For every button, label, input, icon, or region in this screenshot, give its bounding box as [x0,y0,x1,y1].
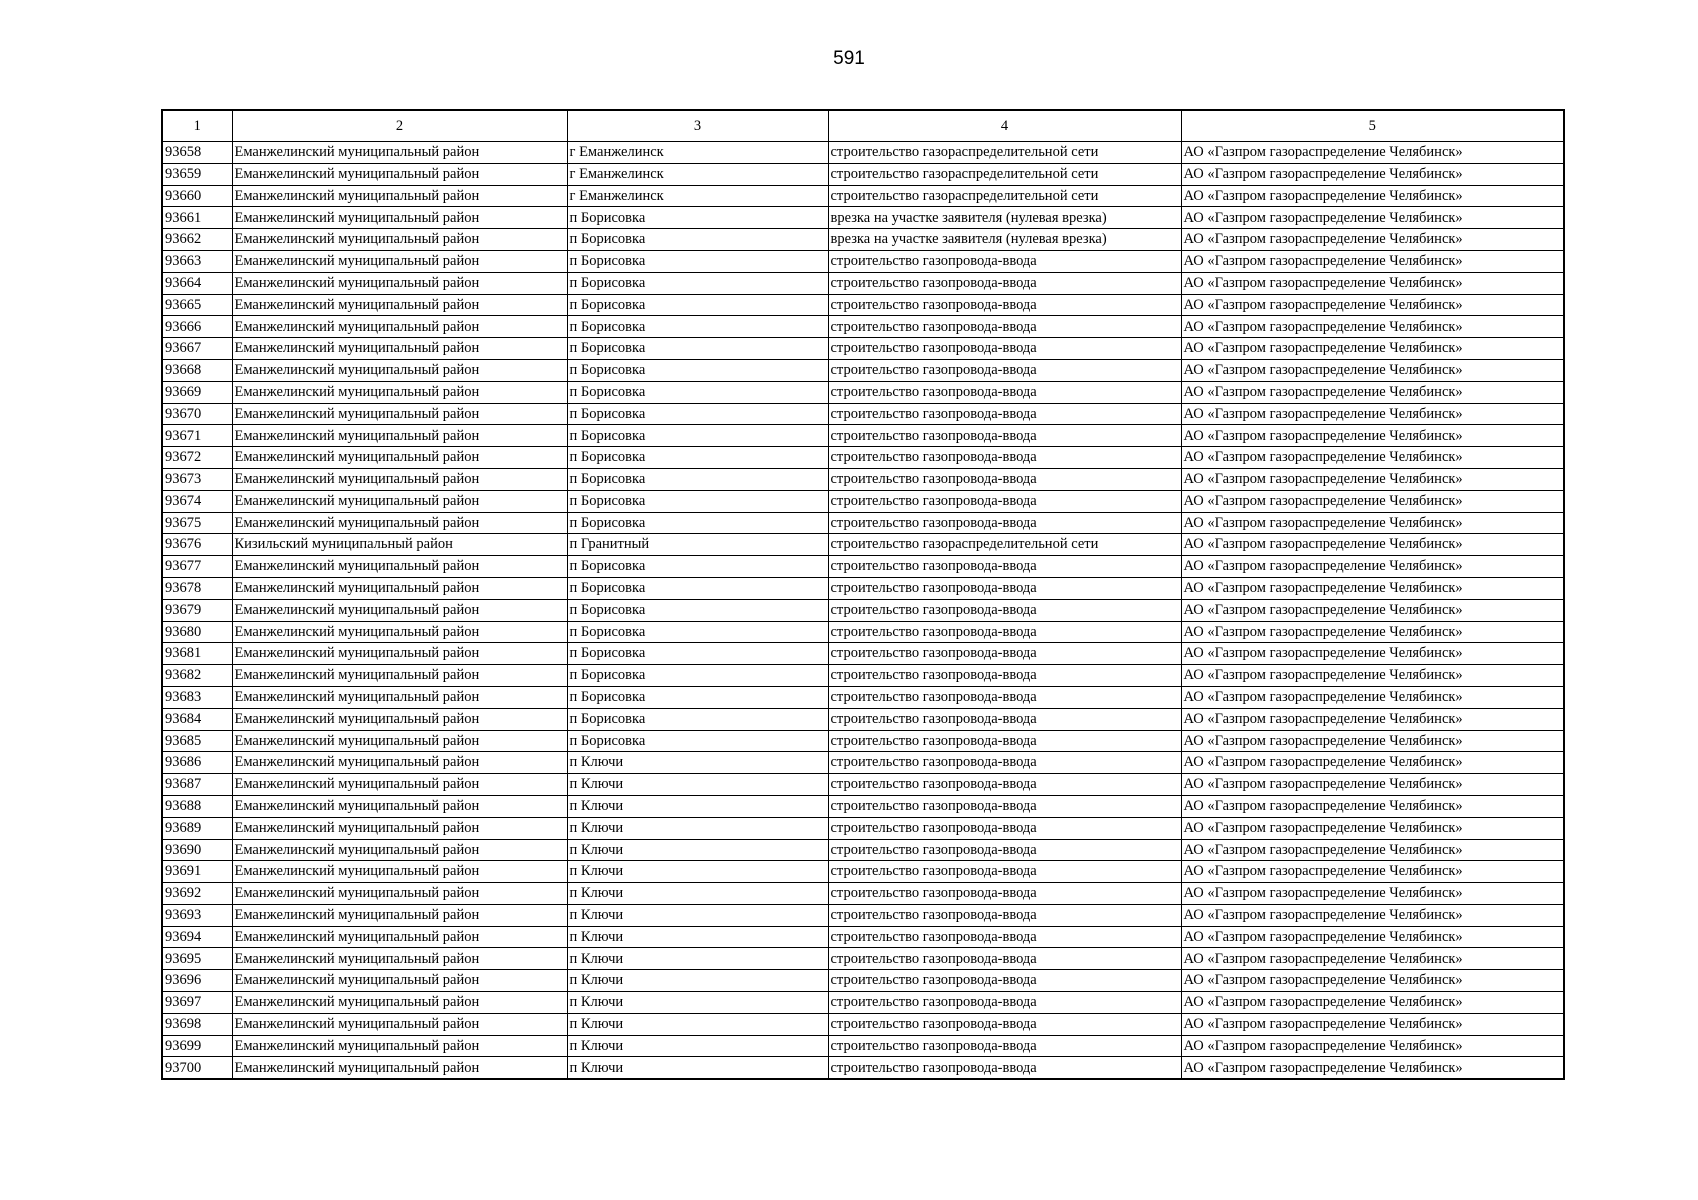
cell-number: 93666 [162,316,232,338]
cell-settlement: п Борисовка [567,403,828,425]
cell-settlement: п Борисовка [567,708,828,730]
cell-organization: АО «Газпром газораспределение Челябинск» [1181,992,1564,1014]
table-row [162,992,1564,1014]
cell-settlement: п Гранитный [567,534,828,556]
cell-organization: АО «Газпром газораспределение Челябинск» [1181,359,1564,381]
cell-district: Еманжелинский муниципальный район [232,316,567,338]
cell-work-type: строительство газопровода-ввода [828,621,1181,643]
cell-district: Еманжелинский муниципальный район [232,577,567,599]
cell-settlement: п Ключи [567,992,828,1014]
cell-number: 93685 [162,730,232,752]
cell-district: Еманжелинский муниципальный район [232,774,567,796]
cell-organization: АО «Газпром газораспределение Челябинск» [1181,708,1564,730]
cell-number: 93681 [162,643,232,665]
cell-work-type: строительство газопровода-ввода [828,730,1181,752]
cell-settlement: п Борисовка [567,512,828,534]
table-row [162,1035,1564,1057]
cell-settlement: г Еманжелинск [567,142,828,164]
cell-settlement: г Еманжелинск [567,163,828,185]
cell-settlement: п Ключи [567,1035,828,1057]
cell-number: 93668 [162,359,232,381]
cell-number: 93678 [162,577,232,599]
cell-district: Еманжелинский муниципальный район [232,730,567,752]
cell-work-type: строительство газопровода-ввода [828,294,1181,316]
cell-work-type: строительство газораспределительной сети [828,185,1181,207]
cell-settlement: п Ключи [567,817,828,839]
cell-settlement: п Ключи [567,1057,828,1079]
cell-organization: АО «Газпром газораспределение Челябинск» [1181,490,1564,512]
cell-organization: АО «Газпром газораспределение Челябинск» [1181,926,1564,948]
cell-work-type: строительство газопровода-ввода [828,992,1181,1014]
cell-organization: АО «Газпром газораспределение Челябинск» [1181,1013,1564,1035]
header-cell-2: 2 [232,110,567,142]
table-row [162,447,1564,469]
cell-number: 93673 [162,468,232,490]
cell-district: Еманжелинский муниципальный район [232,229,567,251]
header-cell-1: 1 [162,110,232,142]
cell-district: Еманжелинский муниципальный район [232,926,567,948]
cell-work-type: строительство газораспределительной сети [828,163,1181,185]
cell-organization: АО «Газпром газораспределение Челябинск» [1181,904,1564,926]
table-row [162,512,1564,534]
cell-organization: АО «Газпром газораспределение Челябинск» [1181,207,1564,229]
cell-district: Еманжелинский муниципальный район [232,599,567,621]
cell-number: 93695 [162,948,232,970]
cell-work-type: строительство газопровода-ввода [828,577,1181,599]
cell-organization: АО «Газпром газораспределение Челябинск» [1181,774,1564,796]
table-row [162,665,1564,687]
cell-organization: АО «Газпром газораспределение Челябинск» [1181,338,1564,360]
cell-number: 93688 [162,795,232,817]
cell-organization: АО «Газпром газораспределение Челябинск» [1181,468,1564,490]
cell-organization: АО «Газпром газораспределение Челябинск» [1181,861,1564,883]
cell-settlement: п Борисовка [567,425,828,447]
cell-work-type: строительство газопровода-ввода [828,425,1181,447]
cell-settlement: п Ключи [567,861,828,883]
cell-settlement: п Ключи [567,839,828,861]
cell-organization: АО «Газпром газораспределение Челябинск» [1181,447,1564,469]
cell-settlement: п Борисовка [567,207,828,229]
cell-organization: АО «Газпром газораспределение Челябинск» [1181,839,1564,861]
table-row [162,948,1564,970]
cell-organization: АО «Газпром газораспределение Челябинск» [1181,425,1564,447]
cell-organization: АО «Газпром газораспределение Челябинск» [1181,621,1564,643]
cell-work-type: строительство газопровода-ввода [828,708,1181,730]
cell-settlement: п Борисовка [567,272,828,294]
cell-district: Еманжелинский муниципальный район [232,643,567,665]
cell-number: 93672 [162,447,232,469]
cell-settlement: п Борисовка [567,381,828,403]
cell-work-type: строительство газопровода-ввода [828,817,1181,839]
cell-settlement: г Еманжелинск [567,185,828,207]
cell-organization: АО «Газпром газораспределение Челябинск» [1181,1057,1564,1079]
cell-district: Еманжелинский муниципальный район [232,1013,567,1035]
cell-settlement: п Борисовка [567,599,828,621]
cell-work-type: строительство газопровода-ввода [828,272,1181,294]
cell-settlement: п Ключи [567,774,828,796]
cell-number: 93665 [162,294,232,316]
table-row [162,338,1564,360]
cell-number: 93670 [162,403,232,425]
cell-district: Еманжелинский муниципальный район [232,817,567,839]
cell-settlement: п Борисовка [567,621,828,643]
cell-district: Еманжелинский муниципальный район [232,447,567,469]
cell-work-type: строительство газопровода-ввода [828,948,1181,970]
cell-number: 93700 [162,1057,232,1079]
cell-organization: АО «Газпром газораспределение Челябинск» [1181,163,1564,185]
cell-settlement: п Борисовка [567,730,828,752]
table-row [162,774,1564,796]
cell-district: Еманжелинский муниципальный район [232,904,567,926]
cell-number: 93662 [162,229,232,251]
table-row [162,403,1564,425]
cell-settlement: п Борисовка [567,577,828,599]
cell-organization: АО «Газпром газораспределение Челябинск» [1181,250,1564,272]
cell-work-type: строительство газопровода-ввода [828,665,1181,687]
cell-number: 93674 [162,490,232,512]
table-row [162,686,1564,708]
cell-number: 93691 [162,861,232,883]
cell-work-type: строительство газопровода-ввода [828,752,1181,774]
cell-organization: АО «Газпром газораспределение Челябинск» [1181,883,1564,905]
cell-number: 93679 [162,599,232,621]
header-cell-3: 3 [567,110,828,142]
cell-work-type: строительство газопровода-ввода [828,643,1181,665]
cell-work-type: строительство газопровода-ввода [828,338,1181,360]
table-row [162,316,1564,338]
cell-number: 93683 [162,686,232,708]
cell-organization: АО «Газпром газораспределение Челябинск» [1181,970,1564,992]
cell-number: 93699 [162,1035,232,1057]
cell-work-type: строительство газопровода-ввода [828,1035,1181,1057]
table-row [162,621,1564,643]
cell-district: Еманжелинский муниципальный район [232,490,567,512]
cell-organization: АО «Газпром газораспределение Челябинск» [1181,948,1564,970]
cell-district: Еманжелинский муниципальный район [232,512,567,534]
cell-organization: АО «Газпром газораспределение Челябинск» [1181,142,1564,164]
cell-work-type: строительство газопровода-ввода [828,490,1181,512]
cell-district: Еманжелинский муниципальный район [232,752,567,774]
cell-district: Еманжелинский муниципальный район [232,468,567,490]
cell-organization: АО «Газпром газораспределение Челябинск» [1181,512,1564,534]
table-row [162,926,1564,948]
cell-settlement: п Борисовка [567,643,828,665]
cell-district: Еманжелинский муниципальный район [232,708,567,730]
cell-work-type: строительство газопровода-ввода [828,381,1181,403]
cell-number: 93677 [162,556,232,578]
cell-settlement: п Борисовка [567,468,828,490]
cell-settlement: п Ключи [567,752,828,774]
cell-number: 93682 [162,665,232,687]
cell-organization: АО «Газпром газораспределение Челябинск» [1181,294,1564,316]
cell-work-type: строительство газопровода-ввода [828,403,1181,425]
cell-district: Еманжелинский муниципальный район [232,185,567,207]
table-row [162,359,1564,381]
cell-number: 93675 [162,512,232,534]
table-row [162,883,1564,905]
table-row [162,970,1564,992]
cell-settlement: п Ключи [567,1013,828,1035]
table-row [162,207,1564,229]
cell-number: 93680 [162,621,232,643]
cell-settlement: п Борисовка [567,490,828,512]
cell-organization: АО «Газпром газораспределение Челябинск» [1181,1035,1564,1057]
cell-work-type: строительство газопровода-ввода [828,1057,1181,1079]
table-row [162,839,1564,861]
cell-number: 93664 [162,272,232,294]
cell-number: 93686 [162,752,232,774]
cell-number: 93669 [162,381,232,403]
cell-district: Еманжелинский муниципальный район [232,338,567,360]
cell-number: 93671 [162,425,232,447]
cell-number: 93694 [162,926,232,948]
cell-work-type: строительство газопровода-ввода [828,839,1181,861]
cell-number: 93696 [162,970,232,992]
cell-number: 93693 [162,904,232,926]
cell-organization: АО «Газпром газораспределение Челябинск» [1181,665,1564,687]
cell-district: Еманжелинский муниципальный район [232,425,567,447]
cell-district: Еманжелинский муниципальный район [232,970,567,992]
cell-work-type: строительство газопровода-ввода [828,883,1181,905]
cell-work-type: строительство газопровода-ввода [828,316,1181,338]
cell-organization: АО «Газпром газораспределение Челябинск» [1181,272,1564,294]
cell-organization: АО «Газпром газораспределение Челябинск» [1181,752,1564,774]
cell-number: 93658 [162,142,232,164]
cell-work-type: врезка на участке заявителя (нулевая врезка) [828,229,1181,251]
cell-district: Еманжелинский муниципальный район [232,795,567,817]
cell-district: Еманжелинский муниципальный район [232,359,567,381]
cell-work-type: строительство газопровода-ввода [828,774,1181,796]
header-cell-5: 5 [1181,110,1564,142]
cell-district: Еманжелинский муниципальный район [232,556,567,578]
table-row [162,730,1564,752]
cell-organization: АО «Газпром газораспределение Челябинск» [1181,643,1564,665]
cell-district: Еманжелинский муниципальный район [232,272,567,294]
cell-settlement: п Борисовка [567,447,828,469]
cell-organization: АО «Газпром газораспределение Челябинск» [1181,556,1564,578]
cell-number: 93661 [162,207,232,229]
table-row [162,904,1564,926]
header-row [162,110,1564,142]
cell-district: Еманжелинский муниципальный район [232,621,567,643]
cell-work-type: строительство газопровода-ввода [828,468,1181,490]
page-number: 591 [833,48,865,69]
cell-district: Еманжелинский муниципальный район [232,686,567,708]
table-row [162,1057,1564,1079]
cell-district: Еманжелинский муниципальный район [232,992,567,1014]
cell-organization: АО «Газпром газораспределение Челябинск» [1181,381,1564,403]
table-row [162,534,1564,556]
cell-organization: АО «Газпром газораспределение Челябинск» [1181,686,1564,708]
cell-work-type: строительство газопровода-ввода [828,795,1181,817]
cell-work-type: строительство газораспределительной сети [828,534,1181,556]
cell-work-type: врезка на участке заявителя (нулевая врезка) [828,207,1181,229]
cell-settlement: п Борисовка [567,359,828,381]
cell-settlement: п Ключи [567,904,828,926]
cell-work-type: строительство газопровода-ввода [828,447,1181,469]
table-header [162,110,1564,142]
cell-work-type: строительство газопровода-ввода [828,970,1181,992]
cell-organization: АО «Газпром газораспределение Челябинск» [1181,403,1564,425]
cell-work-type: строительство газопровода-ввода [828,512,1181,534]
table-row [162,425,1564,447]
cell-work-type: строительство газопровода-ввода [828,861,1181,883]
cell-district: Еманжелинский муниципальный район [232,163,567,185]
cell-work-type: строительство газопровода-ввода [828,359,1181,381]
table-row [162,708,1564,730]
table-row [162,250,1564,272]
cell-district: Кизильский муниципальный район [232,534,567,556]
table-row [162,490,1564,512]
table-row [162,795,1564,817]
table-row [162,185,1564,207]
cell-district: Еманжелинский муниципальный район [232,839,567,861]
cell-district: Еманжелинский муниципальный район [232,883,567,905]
cell-district: Еманжелинский муниципальный район [232,381,567,403]
cell-number: 93698 [162,1013,232,1035]
header-cell-4: 4 [828,110,1181,142]
cell-number: 93684 [162,708,232,730]
table-row [162,229,1564,251]
cell-district: Еманжелинский муниципальный район [232,142,567,164]
cell-settlement: п Ключи [567,970,828,992]
cell-settlement: п Ключи [567,883,828,905]
cell-work-type: строительство газопровода-ввода [828,556,1181,578]
table-row [162,861,1564,883]
table-row [162,142,1564,164]
cell-district: Еманжелинский муниципальный район [232,861,567,883]
cell-number: 93690 [162,839,232,861]
cell-district: Еманжелинский муниципальный район [232,948,567,970]
cell-settlement: п Борисовка [567,556,828,578]
table-row [162,163,1564,185]
cell-organization: АО «Газпром газораспределение Челябинск» [1181,817,1564,839]
cell-number: 93667 [162,338,232,360]
cell-district: Еманжелинский муниципальный район [232,403,567,425]
cell-district: Еманжелинский муниципальный район [232,1035,567,1057]
cell-settlement: п Борисовка [567,316,828,338]
cell-number: 93692 [162,883,232,905]
cell-settlement: п Борисовка [567,686,828,708]
table-row [162,599,1564,621]
cell-number: 93676 [162,534,232,556]
table-row [162,577,1564,599]
cell-work-type: строительство газораспределительной сети [828,142,1181,164]
cell-number: 93687 [162,774,232,796]
cell-work-type: строительство газопровода-ввода [828,1013,1181,1035]
cell-settlement: п Борисовка [567,338,828,360]
cell-work-type: строительство газопровода-ввода [828,904,1181,926]
table-row [162,381,1564,403]
cell-organization: АО «Газпром газораспределение Челябинск» [1181,577,1564,599]
cell-district: Еманжелинский муниципальный район [232,250,567,272]
table-row [162,272,1564,294]
cell-settlement: п Ключи [567,795,828,817]
cell-settlement: п Борисовка [567,229,828,251]
cell-district: Еманжелинский муниципальный район [232,207,567,229]
registry-table [161,109,1565,1080]
cell-district: Еманжелинский муниципальный район [232,665,567,687]
cell-number: 93660 [162,185,232,207]
cell-number: 93659 [162,163,232,185]
cell-organization: АО «Газпром газораспределение Челябинск» [1181,229,1564,251]
table-body [162,142,1564,1080]
cell-settlement: п Борисовка [567,250,828,272]
table-row [162,817,1564,839]
table-row [162,468,1564,490]
cell-settlement: п Ключи [567,948,828,970]
cell-organization: АО «Газпром газораспределение Челябинск» [1181,730,1564,752]
cell-number: 93689 [162,817,232,839]
table-row [162,643,1564,665]
cell-organization: АО «Газпром газораспределение Челябинск» [1181,795,1564,817]
cell-number: 93697 [162,992,232,1014]
cell-organization: АО «Газпром газораспределение Челябинск» [1181,316,1564,338]
table-row [162,1013,1564,1035]
cell-work-type: строительство газопровода-ввода [828,599,1181,621]
cell-settlement: п Ключи [567,926,828,948]
cell-work-type: строительство газопровода-ввода [828,250,1181,272]
cell-district: Еманжелинский муниципальный район [232,1057,567,1079]
cell-work-type: строительство газопровода-ввода [828,686,1181,708]
cell-settlement: п Борисовка [567,294,828,316]
cell-organization: АО «Газпром газораспределение Челябинск» [1181,534,1564,556]
table-row [162,556,1564,578]
cell-number: 93663 [162,250,232,272]
cell-organization: АО «Газпром газораспределение Челябинск» [1181,599,1564,621]
cell-district: Еманжелинский муниципальный район [232,294,567,316]
cell-organization: АО «Газпром газораспределение Челябинск» [1181,185,1564,207]
table-row [162,294,1564,316]
cell-settlement: п Борисовка [567,665,828,687]
cell-work-type: строительство газопровода-ввода [828,926,1181,948]
table-row [162,752,1564,774]
